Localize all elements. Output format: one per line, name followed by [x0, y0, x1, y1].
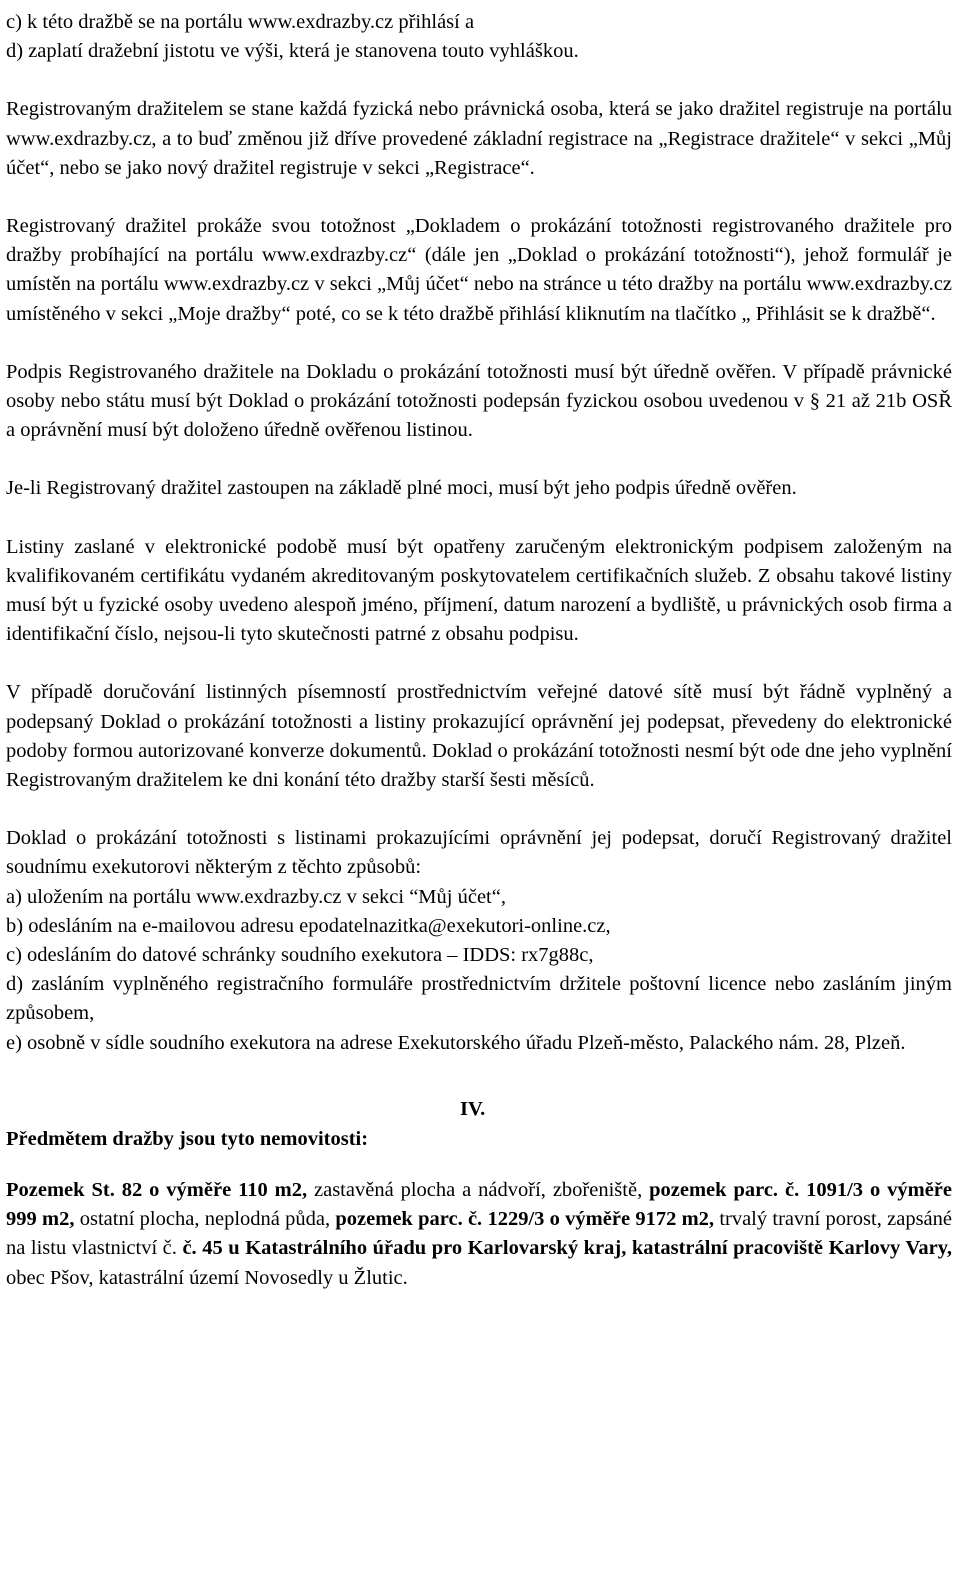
intro-list [6, 8, 952, 66]
property-description [6, 1176, 952, 1293]
section-title: Předmětem dražby jsou tyto nemovitosti: [6, 1127, 369, 1150]
intro-line-c: c) k této dražbě se na portálu www.exdrazby.cz přihlásí a [6, 11, 475, 33]
delivery-item-a: a) uložením na portálu www.exdrazby.cz v sekci “Můj účet“, [6, 885, 506, 908]
property-text-4: obec Pšov, katastrální území Novosedly u Žlutic. [6, 1266, 408, 1289]
property-text-2: ostatní plocha, neplodná půda, [74, 1208, 336, 1231]
property-land-1091: pozemek parc. č. 1091/3 o výměře 999 m2, [6, 1178, 953, 1231]
paragraph-data-network: V případě doručování listinných písemností prostřednictvím veřejné datové sítě musí být řádně vyplněný a podepsaný Doklad o prokázání totožnosti a listiny prokazující oprávnění jej podepsat, převedeny do elektronické podoby formou autorizované konverze dokumentů. Doklad o prokázání totožnosti nesmí být ode dne jeho vyplnění Registrovaným dražitelem ke dni konání této dražby starší šesti měsíců. [6, 681, 952, 792]
section-numeral: IV. [460, 1097, 486, 1120]
delivery-item-b: b) odesláním na e-mailovou adresu epodatelnazitka@exekutori-online.cz, [6, 914, 611, 937]
paragraph-identity-proof: Registrovaný dražitel prokáže svou totožnost „Dokladem o prokázání totožnosti registrovaného dražitele pro dražby probíhající na portálu www.exdrazby.cz“ (dále jen „Doklad o prokázání totožnosti“), jehož formulář je umístěn na portálu www.exdrazby.cz v sekci „Můj účet“ nebo na stránce u této dražby na portálu www.exdrazby.cz umístěného v sekci „Moje dražby“ poté, co se k této dražbě přihlásí kliknutím na tlačítko „ Přihlásit se k dražbě“. [6, 215, 952, 325]
paragraph-power-of-attorney: Je-li Registrovaný dražitel zastoupen na základě plné moci, musí být jeho podpis úředně ověřen. [6, 477, 797, 500]
section-heading [6, 1098, 952, 1158]
intro-line-d: d) zaplatí dražební jistotu ve výši, která je stanovena touto vyhláškou. [6, 40, 579, 63]
property-cadastre: č. 45 u Katastrálního úřadu pro Karlovarský kraj, katastrální pracoviště Karlovy Vary, [182, 1237, 952, 1260]
property-land-1229: pozemek parc. č. 1229/3 o výměře 9172 m2, [335, 1208, 715, 1231]
delivery-item-e: e) osobně v sídle soudního exekutora na adrese Exekutorského úřadu Plzeň-město, Palackého nám. 28, Plzeň. [6, 1031, 906, 1054]
paragraph-electronic-documents: Listiny zaslané v elektronické podobě musí být opatřeny zaručeným elektronickým podpisem založeným na kvalifikovaném certifikátu vydaném akreditovaným poskytovatelem certifikačních služeb. Z obsahu takové listiny musí být u fyzické osoby uvedeno alespoň jméno, příjmení, datum narození a bydliště, u právnických osob firma a identifikační číslo, nejsou-li tyto skutečnosti patrné z obsahu podpisu. [6, 535, 952, 646]
property-text-3: trvalý travní porost, zapsáné na listu vlastnictví č. [6, 1208, 953, 1260]
paragraph-registration: Registrovaným dražitelem se stane každá fyzická nebo právnická osoba, která se jako dražitel registruje na portálu www.exdrazby.cz, a to buď změnou již dříve provedené základní registrace na „Registrace dražitele“ v sekci „Můj účet“, nebo se jako nový dražitel registruje v sekci „Registrace“. [6, 98, 952, 179]
property-text-1: zastavěná plocha a nádvoří, zbořeniště, [307, 1178, 650, 1201]
property-land-st82: Pozemek St. 82 o výměře 110 m2, [6, 1178, 308, 1201]
delivery-item-d: d) zasláním vyplněného registračního formuláře prostřednictvím držitele poštovní licence nebo zasláním jiným způsobem, [6, 973, 952, 1025]
delivery-methods [6, 824, 952, 1058]
delivery-item-c: c) odesláním do datové schránky soudního exekutora – IDDS: rx7g88c, [6, 944, 594, 967]
delivery-intro: Doklad o prokázání totožnosti s listinami prokazujícími oprávnění jej podepsat, doručí Registrovaný dražitel soudnímu exekutorovi některým z těchto způsobů: [6, 827, 952, 879]
paragraph-signature: Podpis Registrovaného dražitele na Dokladu o prokázání totožnosti musí být úředně ověřen. V případě právnické osoby nebo státu musí být Doklad o prokázání totožnosti podepsán fyzickou osobou uvedenou v § 21 až 21b OSŘ a oprávnění musí být doloženo úředně ověřenou listinou. [6, 360, 952, 442]
